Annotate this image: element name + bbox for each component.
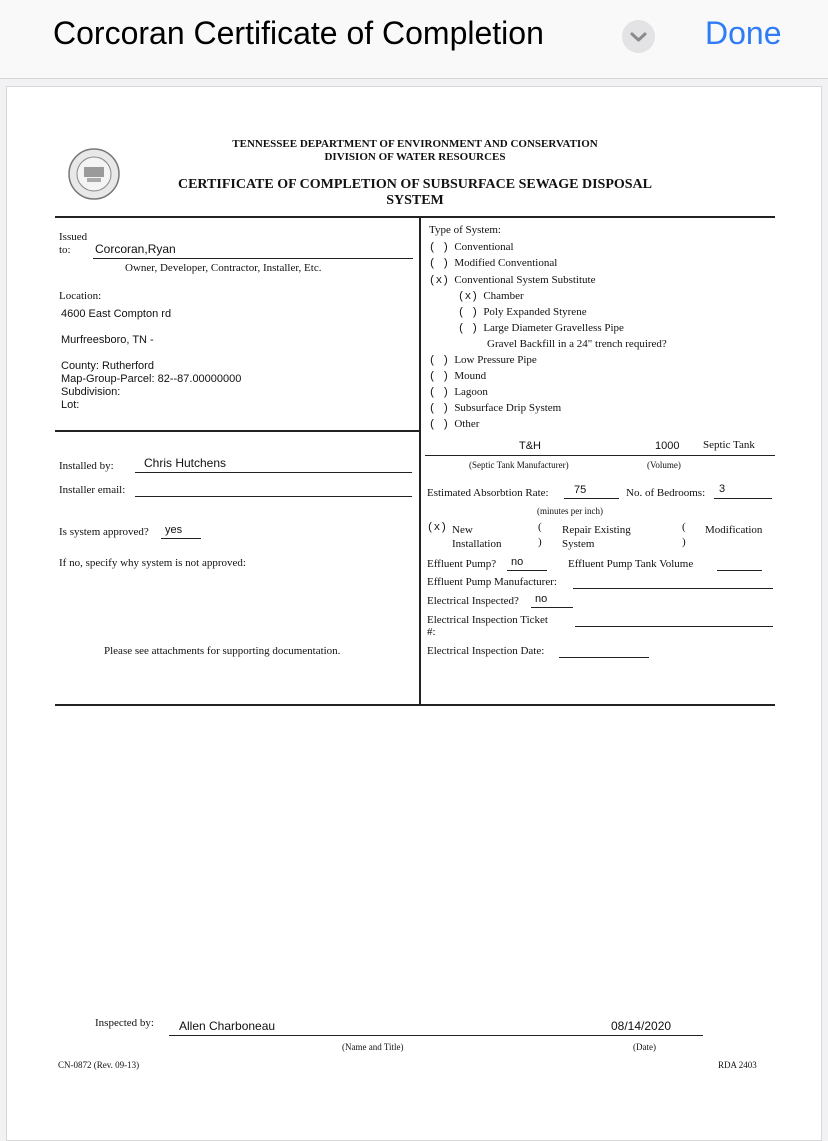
map-group-parcel: Map-Group-Parcel: 82--87.00000000	[61, 373, 242, 385]
certificate-title-line2: SYSTEM	[386, 193, 444, 208]
name-title-caption: (Name and Title)	[342, 1042, 404, 1052]
document-title: Corcoran Certificate of Completion	[53, 15, 544, 51]
option-chamber: (x) Chamber	[458, 290, 524, 303]
inspector-name: Allen Charboneau	[179, 1019, 276, 1033]
approved-value: yes	[165, 524, 183, 536]
new-installation-label-2: Installation	[452, 538, 502, 550]
electrical-ticket-label: Electrical Inspection Ticket	[427, 614, 548, 626]
option-low-pressure-pipe: ( ) Low Pressure Pipe	[429, 354, 537, 367]
septic-tank-label: Septic Tank	[703, 439, 755, 451]
electrical-date-label: Electrical Inspection Date:	[427, 645, 545, 657]
inspector-line	[169, 1035, 703, 1036]
inspection-date: 08/14/2020	[611, 1019, 672, 1033]
option-conventional: ( ) Conventional	[429, 241, 514, 254]
subdivision: Subdivision:	[61, 386, 121, 398]
gravel-backfill-question: Gravel Backfill in a 24" trench required?	[487, 338, 667, 350]
dept-name: TENNESSEE DEPARTMENT OF ENVIRONMENT AND CONSERVATION	[232, 138, 598, 150]
top-divider	[55, 216, 775, 218]
nav-bar	[0, 0, 828, 79]
installer-email-label: Installer email:	[59, 484, 126, 496]
repair-paren-close: )	[538, 536, 542, 548]
electrical-ticket-label-2: #:	[427, 626, 436, 638]
installed-by-line	[135, 472, 412, 473]
modification-paren-open: (	[682, 521, 686, 533]
issued-to-line	[93, 258, 413, 259]
type-of-system-label: Type of System:	[429, 224, 501, 236]
inspected-by-label: Inspected by:	[95, 1017, 154, 1029]
bedrooms-value: 3	[719, 483, 726, 495]
issued-to-value: Corcoran,Ryan	[95, 242, 176, 256]
electrical-inspected-value: no	[535, 593, 548, 605]
new-installation-label: New	[452, 524, 473, 536]
bedrooms-label: No. of Bedrooms:	[626, 487, 706, 499]
option-lagoon: ( ) Lagoon	[429, 386, 488, 399]
electrical-inspected-label: Electrical Inspected?	[427, 595, 519, 607]
repair-existing-label: Repair Existing	[562, 524, 631, 536]
division-name: DIVISION OF WATER RESOURCES	[324, 151, 506, 163]
installer-email-line	[135, 496, 412, 497]
tank-manufacturer-value: T&H	[519, 440, 541, 452]
not-approved-label: If no, specify why system is not approved:	[59, 557, 246, 569]
approved-line	[161, 538, 201, 539]
manufacturer-caption: (Septic Tank Manufacturer)	[469, 460, 569, 470]
effluent-manufacturer-line	[573, 588, 773, 589]
address-line-1: 4600 East Compton rd	[61, 308, 172, 320]
repair-existing-label-2: System	[562, 538, 595, 550]
minutes-caption: (minutes per inch)	[537, 506, 603, 516]
left-section-divider	[55, 430, 419, 432]
bottom-divider	[55, 704, 775, 706]
installed-by-label: Installed by:	[59, 460, 114, 472]
electrical-ticket-line	[575, 626, 773, 627]
attachments-note: Please see attachments for supporting documentation.	[104, 645, 341, 657]
absorption-label: Estimated Absorbtion Rate:	[427, 487, 549, 499]
option-modified-conventional: ( ) Modified Conventional	[429, 257, 558, 270]
modification-paren-close: )	[682, 536, 686, 548]
effluent-pump-line	[507, 570, 547, 571]
option-mound: ( ) Mound	[429, 370, 487, 383]
lot: Lot:	[61, 399, 80, 411]
address-line-2: Murfreesboro, TN -	[61, 334, 154, 346]
document-page	[6, 86, 822, 1141]
effluent-pump-value: no	[511, 556, 524, 568]
date-caption: (Date)	[633, 1042, 656, 1052]
effluent-pump-label: Effluent Pump?	[427, 558, 497, 570]
repair-paren-open: (	[538, 521, 542, 533]
option-other: ( ) Other	[429, 418, 480, 431]
electrical-inspected-line	[531, 607, 573, 608]
effluent-tank-line	[717, 570, 762, 571]
issued-label: Issued	[59, 231, 88, 243]
option-conventional-substitute: (x) Conventional System Substitute	[429, 274, 596, 287]
tank-line	[425, 455, 775, 456]
issued-to-label: to:	[59, 244, 71, 256]
new-installation-mark: (x)	[427, 522, 447, 534]
option-large-diameter-pipe: ( ) Large Diameter Gravelless Pipe	[458, 322, 624, 335]
option-drip-system: ( ) Subsurface Drip System	[429, 402, 562, 415]
option-poly-styrene: ( ) Poly Expanded Styrene	[458, 306, 587, 319]
effluent-tank-label: Effluent Pump Tank Volume	[568, 558, 694, 570]
installed-by-value: Chris Hutchens	[144, 456, 227, 470]
chevron-down-icon	[622, 20, 655, 53]
volume-caption: (Volume)	[647, 460, 681, 470]
modification-label: Modification	[705, 524, 763, 536]
location-label: Location:	[59, 290, 102, 302]
rda-number: RDA 2403	[718, 1060, 757, 1070]
done-button[interactable]: Done	[705, 15, 782, 51]
form-number: CN-0872 (Rev. 09-13)	[58, 1060, 140, 1070]
electrical-date-line	[559, 657, 649, 658]
title-menu-button[interactable]	[622, 20, 655, 53]
absorption-value: 75	[574, 484, 587, 496]
column-divider	[419, 217, 421, 704]
approved-label: Is system approved?	[59, 526, 149, 538]
certificate-title: CERTIFICATE OF COMPLETION OF SUBSURFACE SEWAGE DISPOSAL	[177, 177, 653, 192]
effluent-manufacturer-label: Effluent Pump Manufacturer:	[427, 576, 557, 588]
bedrooms-line	[714, 498, 772, 499]
tank-volume-value: 1000	[655, 440, 680, 452]
absorption-line	[564, 498, 619, 499]
owner-caption: Owner, Developer, Contractor, Installer, Etc.	[125, 262, 322, 274]
county: County: Rutherford	[61, 360, 154, 372]
